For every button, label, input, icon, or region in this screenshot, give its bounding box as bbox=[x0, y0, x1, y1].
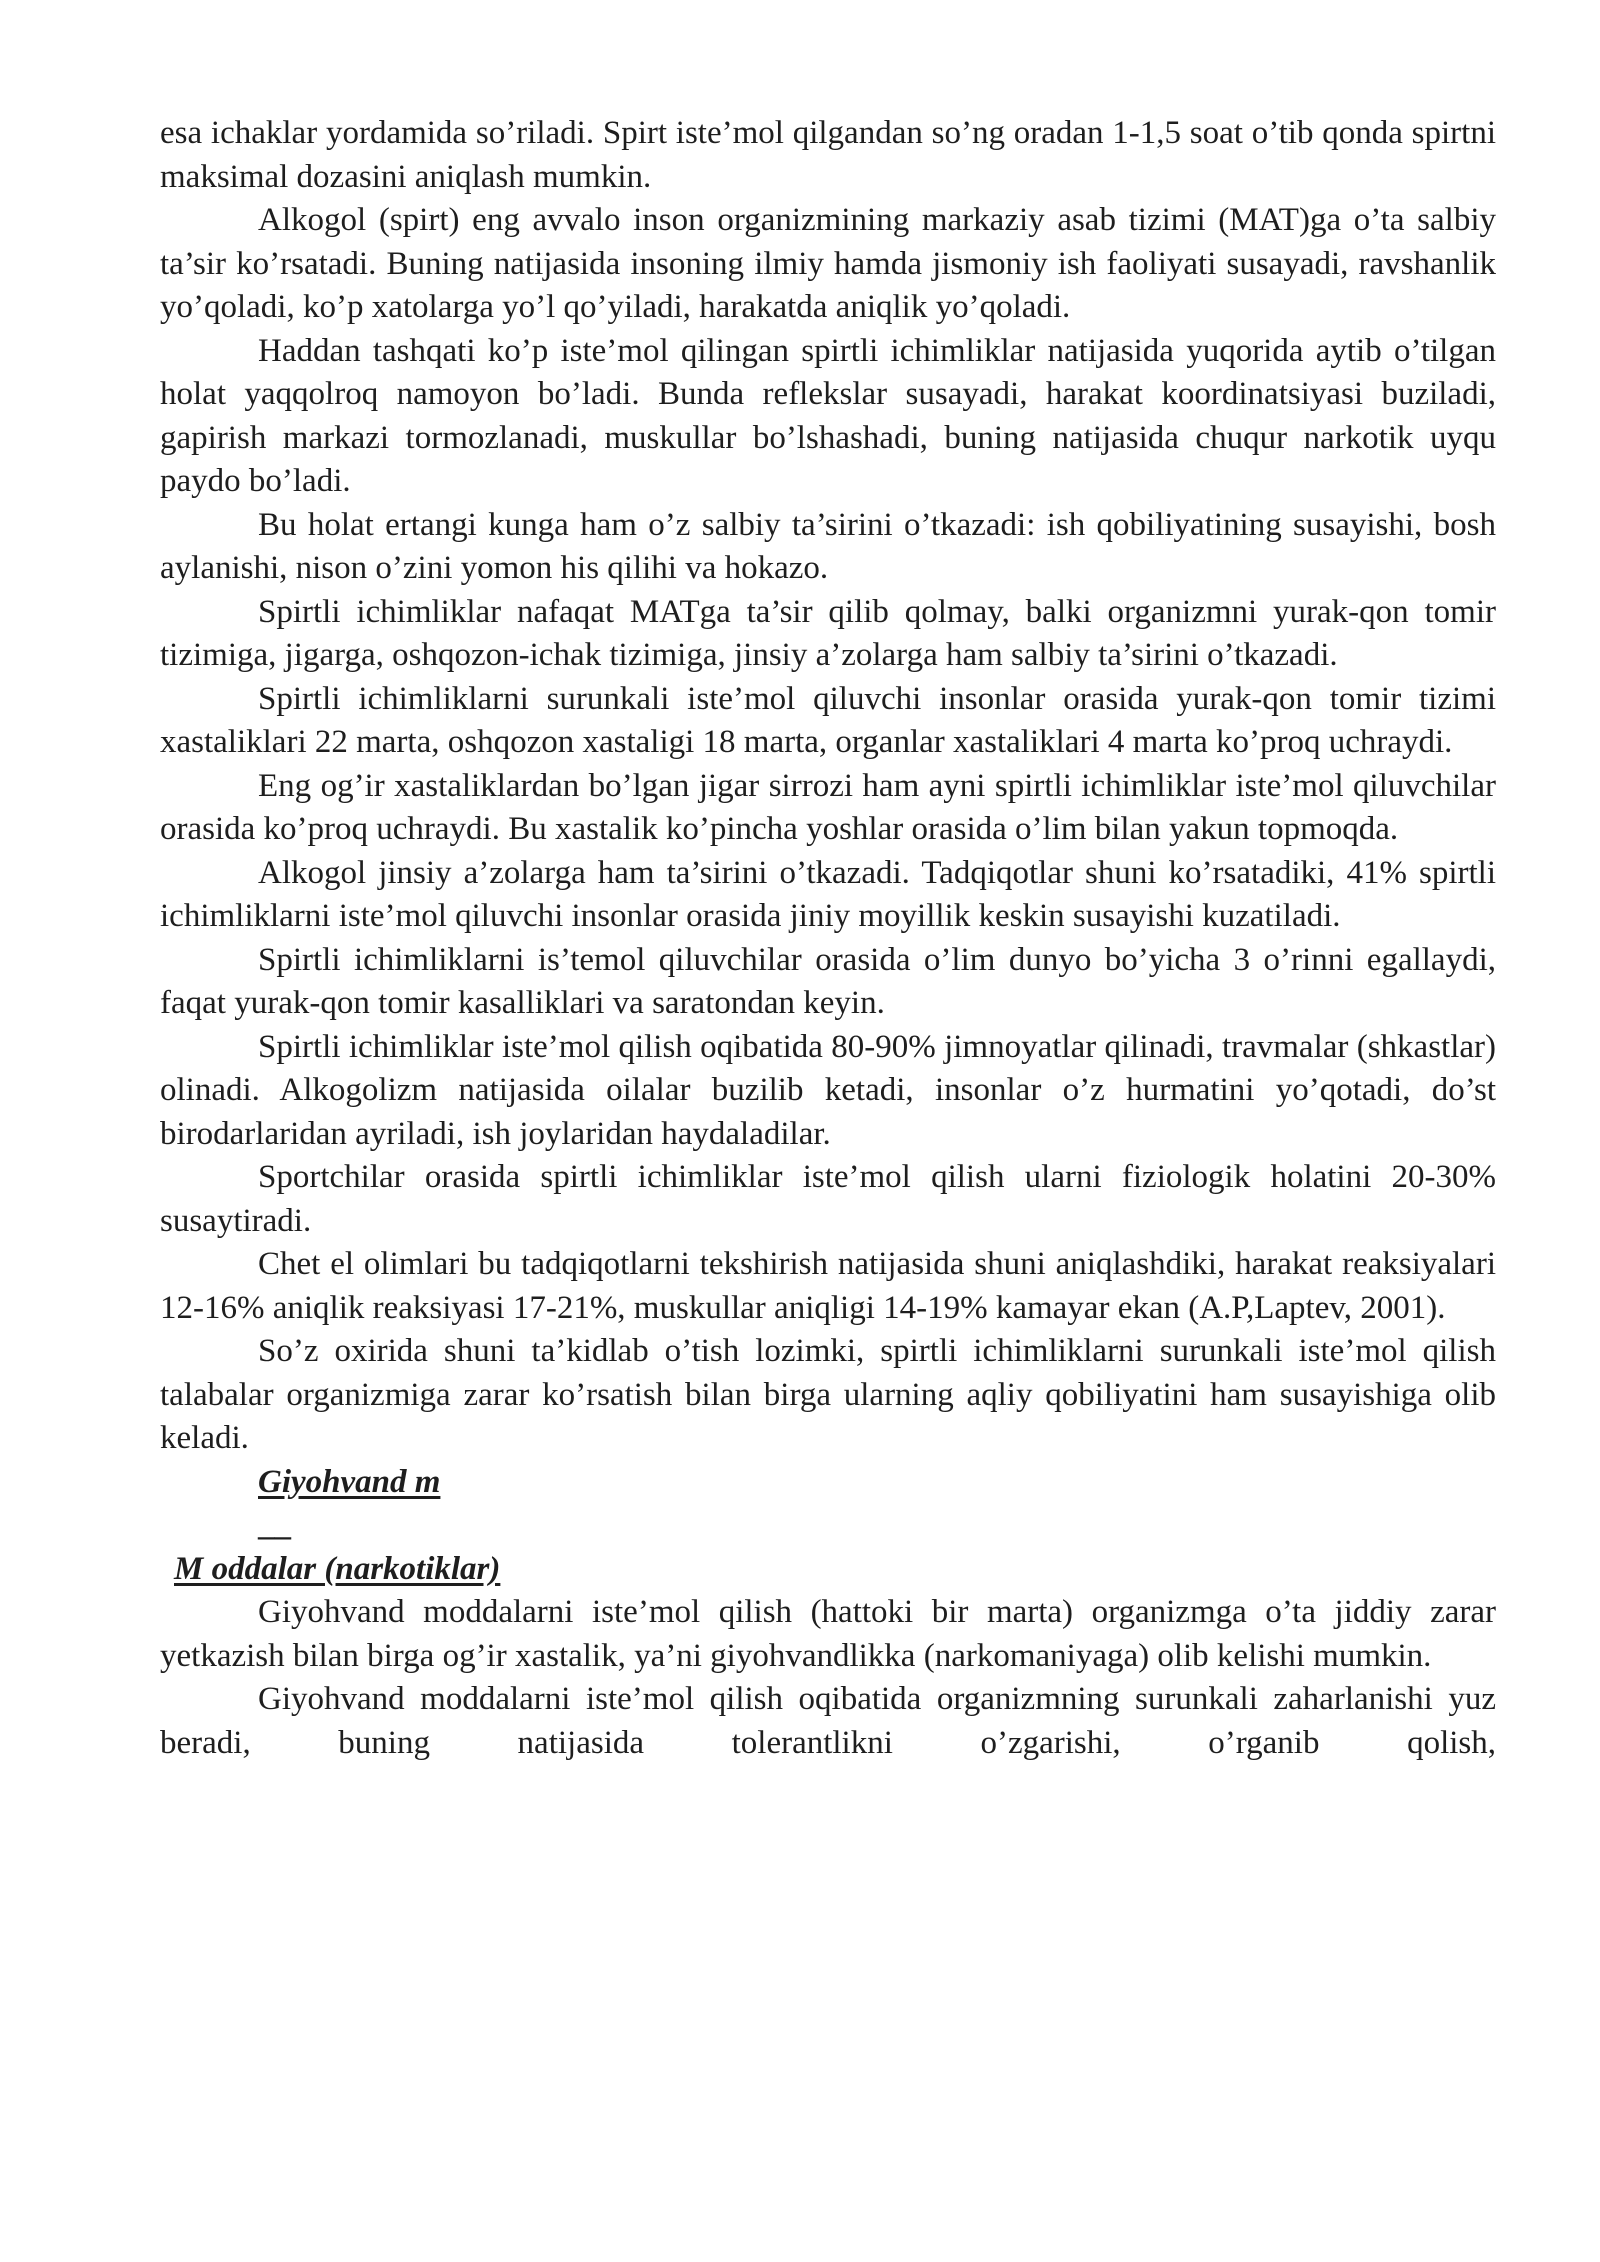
paragraph-7: Eng og’ir xastaliklardan bo’lgan jigar sirrozi ham ayni spirtli ichimliklar iste’mol qiluvchilar orasida ko’proq uchraydi. Bu xastalik ko’pincha yoshlar orasida o’lim bilan yakun topmoqda. bbox=[160, 767, 1496, 847]
paragraph-8: Alkogol jinsiy a’zolarga ham ta’sirini o’tkazadi. Tadqiqotlar shuni ko’rsatadiki, 41% spirtli ichimliklarni iste’mol qiluvchi insonlar orasida jiniy moyillik keskin susayishi kuzatiladi. bbox=[160, 854, 1496, 934]
paragraph-13: So’z oxirida shuni ta’kidlab o’tish lozimki, spirtli ichimliklarni surunkali iste’mol qilish talabalar organizmiga zarar ko’rsatish bilan birga ularning aqliy qobiliyatini ham susayishiga olib keladi. bbox=[160, 1333, 1496, 1456]
section-heading-dash-text: __ bbox=[258, 1507, 291, 1543]
section-heading-part-1 bbox=[160, 1461, 1496, 1505]
paragraph-3: Haddan tashqati ko’p iste’mol qilingan spirtli ichimliklar natijasida yuqorida aytib o’tilgan holat yaqqolroq namoyon bo’ladi. Bunda reflekslar susayadi, harakat koordinatsiyasi buziladi, gapirish markazi tormozlanadi, muskullar bo’lshashadi, buning natijasida chuqur narkotik uyqu paydo bo’ladi. bbox=[160, 332, 1496, 499]
paragraph-15: Giyohvand moddalarni iste’mol qilish oqibatida organizmning surunkali zaharlanishi yuz beradi, buning natijasida tolerantlikni o’zgarishi, o’rganib qolish, bbox=[160, 1681, 1496, 1761]
paragraph-2: Alkogol (spirt) eng avvalo inson organizmining markaziy asab tizimi (MAT)ga o’ta salbiy ta’sir ko’rsatadi. Buning natijasida insoning ilmiy hamda jismoniy ish faoliyati susayadi, ravshanlik yo’qoladi, ko’p xatolarga yo’l qo’yiladi, harakatda aniqlik yo’qoladi. bbox=[160, 202, 1496, 325]
section-heading-text-1: Giyohvand m bbox=[258, 1463, 441, 1500]
paragraph-11: Sportchilar orasida spirtli ichimliklar iste’mol qilish ularni fiziologik holatini 20-30% susaytiradi. bbox=[160, 1159, 1496, 1239]
paragraph-6: Spirtli ichimliklarni surunkali iste’mol qiluvchi insonlar orasida yurak-qon tomir tizimi xastaliklari 22 marta, oshqozon xastaligi 18 marta, organlar xastaliklari 4 marta ko’proq uchraydi. bbox=[160, 680, 1496, 760]
paragraph-14: Giyohvand moddalarni iste’mol qilish (hattoki bir marta) organizmga o’ta jiddiy zarar yetkazish bilan birga og’ir xastalik, ya’ni giyohvandlikka (narkomaniyaga) olib kelishi mumkin. bbox=[160, 1594, 1496, 1674]
section-heading-text-2: M oddalar (narkotiklar) bbox=[174, 1550, 501, 1587]
paragraph-5: Spirtli ichimliklar nafaqat MATga ta’sir qilib qolmay, balki organizmni yurak-qon tomir tizimiga, jigarga, oshqozon-ichak tizimiga, jinsiy a’zolarga ham salbiy ta’sirini o’tkazadi. bbox=[160, 593, 1496, 673]
document-page bbox=[160, 112, 1496, 1765]
section-heading-part-2 bbox=[160, 1548, 1496, 1592]
paragraph-9: Spirtli ichimliklarni is’temol qiluvchilar orasida o’lim dunyo bo’yicha 3 o’rinni egallaydi, faqat yurak-qon tomir kasalliklari va saratondan keyin. bbox=[160, 941, 1496, 1021]
paragraph-4: Bu holat ertangi kunga ham o’z salbiy ta’sirini o’tkazadi: ish qobiliyatining susayishi, bosh aylanishi, nison o’zini yomon his qilihi va hokazo. bbox=[160, 506, 1496, 586]
paragraph-1: esa ichaklar yordamida so’riladi. Spirt iste’mol qilgandan so’ng oradan 1-1,5 soat o’tib qonda spirtni maksimal dozasini aniqlash mumkin. bbox=[160, 115, 1496, 195]
section-heading-dash bbox=[160, 1504, 1496, 1548]
paragraph-10: Spirtli ichimliklar iste’mol qilish oqibatida 80-90% jimnoyatlar qilinadi, travmalar (shkastlar) olinadi. Alkogolizm natijasida oilalar buzilib ketadi, insonlar o’z hurmatini yo’qotadi, do’st birodarlaridan ayriladi, ish joylaridan haydaladilar. bbox=[160, 1028, 1496, 1152]
paragraph-12: Chet el olimlari bu tadqiqotlarni tekshirish natijasida shuni aniqlashdiki, harakat reaksiyalari 12-16% aniqlik reaksiyasi 17-21%, muskullar aniqligi 14-19% kamayar ekan (A.P,Laptev, 2001). bbox=[160, 1246, 1496, 1326]
